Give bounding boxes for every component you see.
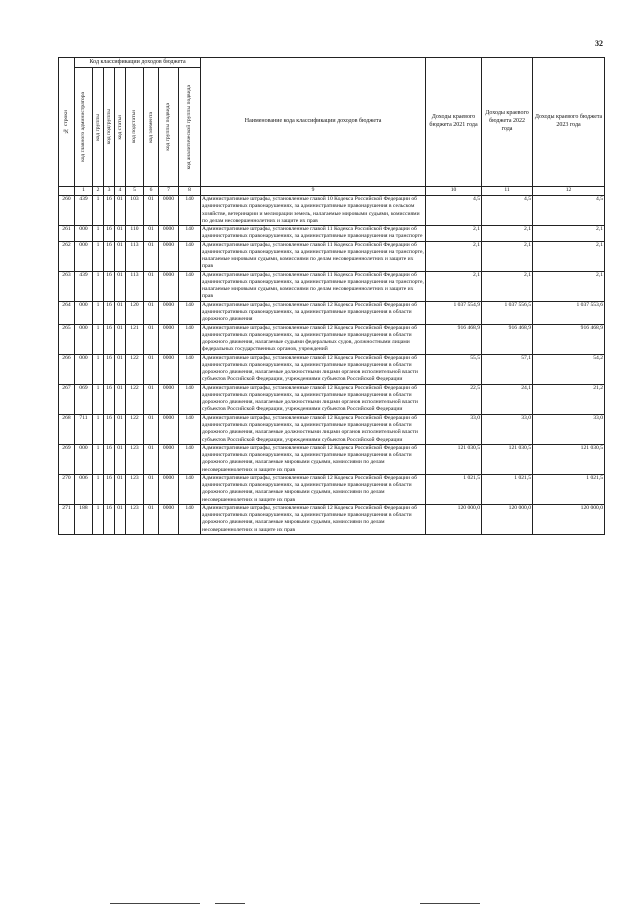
code-cell: 01 [115,241,126,271]
table-body [59,196,605,535]
code-cell: 1 [93,474,104,504]
code-group-col-header: код группы [93,68,104,187]
income-code-name: Административные штрафы, установленные главой 11 Кодекса Российской Федерации об административных правонарушениях, за административные правонарушения на транспорте, налагаемые мировыми судьями, комиссиями по делам несовершеннолетних и защите их прав [202,271,424,300]
column-number: 12 [533,187,605,196]
code-cell: 1 [93,226,104,242]
code-cell: 123 [126,504,144,534]
income-value-2021: 120 000,0 [426,504,482,534]
table-row [59,504,605,534]
code-cell: 123 [126,444,144,474]
code-group-header: Код классификации доходов бюджета [75,58,201,68]
income-code-name: Административные штрафы, установленные главой 12 Кодекса Российской Федерации об административных правонарушениях, за административные правонарушения в области дорожного движения [201,301,426,324]
code-cell: 0000 [159,196,179,226]
code-cell: 140 [179,271,201,301]
code-cell: 01 [144,196,159,226]
code-cell: 16 [104,444,115,474]
income-value-2023: 1 037 553,6 [533,301,605,324]
code-cell: 0000 [159,226,179,242]
code-cell: 01 [115,301,126,324]
footer-divider [215,903,245,904]
code-cell: 16 [104,271,115,301]
code-cell: 16 [104,196,115,226]
code-subarticle-header: код подстатьи [126,68,144,187]
code-cell: 01 [115,196,126,226]
code-cell: 01 [115,226,126,242]
code-cell: 188 [75,504,93,534]
code-cell: 16 [104,354,115,384]
code-cell: 0000 [159,301,179,324]
code-cell: 000 [75,226,93,242]
income-value-2021: 33,0 [426,414,482,444]
code-cell: 140 [179,301,201,324]
income-value-2023: 120 000,0 [533,504,605,534]
code-cell: 123 [126,474,144,504]
code-cell: 000 [75,354,93,384]
income-value-2022: 2,1 [482,241,533,271]
code-cell: 069 [75,384,93,414]
income-value-2022: 1 037 556,5 [482,301,533,324]
page-number: 32 [595,39,603,48]
income-value-2023: 2,1 [533,271,605,301]
code-cell: 1 [93,196,104,226]
column-number: 4 [115,187,126,196]
income-value-2021: 2,1 [426,241,482,271]
code-cell: 122 [126,384,144,414]
income-code-name: Административные штрафы, установленные главой 12 Кодекса Российской Федерации об административных правонарушениях, за административные правонарушения в области дорожного движения, налагаемые мировыми судьями, комиссиями по делам несовершеннолетних и защите их прав [201,474,426,504]
income-value-2023: 4,5 [533,196,605,226]
income-value-2021: 55,5 [426,354,482,384]
income-code-name: Административные штрафы, установленные главой 11 Кодекса Российской Федерации об административных правонарушениях, за административные правонарушения на транспорте, налагаемые мировыми судьями, комиссиями по делам несовершеннолетних и защите их прав [202,241,424,270]
code-cell: 01 [115,414,126,444]
table-row [59,226,605,242]
code-cell: 140 [179,384,201,414]
footer-divider [110,903,200,904]
income-value-2022: 57,1 [482,354,533,384]
row-number: 268 [59,414,75,444]
code-cell: 110 [126,226,144,242]
column-number: 5 [126,187,144,196]
code-element-header: код элемента [144,68,159,187]
code-cell: 0000 [159,444,179,474]
income-value-2021: 22,5 [426,384,482,414]
income-value-2022: 1 021,5 [482,474,533,504]
column-number-blank [59,187,75,196]
code-cell: 113 [126,241,144,271]
code-cell: 1 [93,444,104,474]
code-cell: 140 [179,414,201,444]
table-row [59,324,605,354]
table-row [59,414,605,444]
row-number: 262 [59,241,75,271]
code-cell: 1 [93,354,104,384]
income-code-name: Административные штрафы, установленные главой 12 Кодекса Российской Федерации об административных правонарушениях, за административные правонарушения в области дорожного движения, налагаемые должностными лицами органов исполнительной власти субъектов Российской Федерации, учреждениями субъектов Российской Федерации [201,354,426,384]
code-cell: 140 [179,444,201,474]
column-number: 3 [104,187,115,196]
code-cell: 01 [144,354,159,384]
income-value-2022: 2,1 [482,226,533,242]
income-value-2021: 4,5 [426,196,482,226]
row-number-header: № строки [59,58,75,187]
table-row [59,301,605,324]
income-value-2023: 33,0 [533,414,605,444]
code-cell: 01 [144,444,159,474]
income-value-2021: 1 021,5 [426,474,482,504]
code-cell: 140 [179,504,201,534]
income-value-2022: 120 000,0 [482,504,533,534]
income-code-name: Административные штрафы, установленные главой 12 Кодекса Российской Федерации об административных правонарушениях, за административные правонарушения в области дорожного движения, налагаемые судьями федеральных судов, должностными лицами федеральных государственных органов, учреждений [201,324,426,354]
code-cell: 01 [115,444,126,474]
code-cell: 16 [104,384,115,414]
row-number: 264 [59,301,75,324]
code-cell: 0000 [159,241,179,271]
code-cell: 16 [104,414,115,444]
name-column-header: Наименование кода классификации доходов бюджета [201,58,426,187]
code-cell: 006 [75,474,93,504]
code-cell: 1 [93,301,104,324]
code-cell: 113 [126,271,144,301]
income-value-2021: 2,1 [426,271,482,301]
column-number: 9 [201,187,426,196]
income-code-name: Административные штрафы, установленные главой 10 Кодекса Российской Федерации об административных правонарушениях, за административные правонарушения в сельском хозяйстве, ветеринарии и мелиорации земель, налагаемые мировыми судьями, комиссиями по делам несовершеннолетних и защите их прав [201,196,426,226]
income-value-2023: 54,2 [533,354,605,384]
income-value-2023: 1 021,5 [533,474,605,504]
code-cell: 01 [115,324,126,354]
row-number: 270 [59,474,75,504]
code-cell: 0000 [159,324,179,354]
code-cell: 1 [93,324,104,354]
code-cell: 01 [144,384,159,414]
table-row [59,241,605,271]
table-row [59,444,605,474]
year-2023-header: Доходы краевого бюджета 2023 года [533,58,605,187]
table-row [59,474,605,504]
income-value-2022: 121 030,5 [482,444,533,474]
row-number: 260 [59,196,75,226]
code-article-header: код статьи [115,68,126,187]
code-cell: 000 [75,241,93,271]
code-cell: 439 [75,196,93,226]
income-value-2023: 2,1 [533,241,605,271]
code-cell: 000 [75,324,93,354]
row-number: 267 [59,384,75,414]
income-value-2023: 21,2 [533,384,605,414]
code-cell: 140 [179,241,201,271]
code-cell: 140 [179,354,201,384]
code-cell: 103 [126,196,144,226]
code-cell: 000 [75,444,93,474]
column-number: 11 [482,187,533,196]
income-value-2021: 121 030,5 [426,444,482,474]
code-cell: 16 [104,324,115,354]
code-cell: 140 [179,474,201,504]
code-cell: 1 [93,504,104,534]
income-value-2022: 2,1 [482,271,533,301]
code-cell: 16 [104,474,115,504]
code-cell: 000 [75,301,93,324]
year-2022-header: Доходы краевого бюджета 2022 года [482,58,533,187]
income-value-2021: 916 468,9 [426,324,482,354]
code-cell: 16 [104,301,115,324]
income-code-name: Административные штрафы, установленные главой 12 Кодекса Российской Федерации об административных правонарушениях, за административные правонарушения в области дорожного движения, налагаемые должностными лицами органов исполнительной власти субъектов Российской Федерации, учреждениями субъектов Российской Федерации [201,414,426,444]
code-cell: 0000 [159,271,179,301]
code-cell: 0000 [159,414,179,444]
code-cell: 121 [126,324,144,354]
income-value-2022: 24,1 [482,384,533,414]
income-value-2022: 916 468,9 [482,324,533,354]
code-cell: 1 [93,241,104,271]
code-cell: 01 [144,474,159,504]
code-analytic-group-header: код аналитической группы подвида [179,68,201,187]
code-cell: 01 [115,271,126,301]
code-cell: 120 [126,301,144,324]
column-number: 1 [75,187,93,196]
income-code-name: Административные штрафы, установленные главой 12 Кодекса Российской Федерации об административных правонарушениях, за административные правонарушения в области дорожного движения, налагаемые должностными лицами органов исполнительной власти субъектов Российской Федерации, учреждениями субъектов Российской Федерации [201,384,426,414]
code-cell: 01 [115,504,126,534]
code-cell: 01 [144,504,159,534]
income-value-2022: 4,5 [482,196,533,226]
income-code-name: Административные штрафы, установленные главой 11 Кодекса Российской Федерации об административных правонарушениях, за административные правонарушения на транспорте [201,226,426,242]
code-cell: 01 [144,241,159,271]
code-cell: 01 [144,414,159,444]
income-value-2023: 121 030,5 [533,444,605,474]
column-number-row [59,187,605,196]
budget-income-table [58,57,605,535]
code-subgroup-header: код подгруппы [104,68,115,187]
row-number: 271 [59,504,75,534]
code-cell: 01 [144,301,159,324]
code-cell: 439 [75,271,93,301]
code-cell: 0000 [159,504,179,534]
code-cell: 1 [93,414,104,444]
code-cell: 0000 [159,474,179,504]
income-code-name: Административные штрафы, установленные главой 12 Кодекса Российской Федерации об административных правонарушениях, за административные правонарушения в области дорожного движения, налагаемые мировыми судьями, комиссиями по делам несовершеннолетних и защите их прав [201,504,426,534]
code-cell: 01 [144,324,159,354]
footer-divider [420,903,480,904]
row-number: 269 [59,444,75,474]
income-value-2023: 916 468,9 [533,324,605,354]
code-cell: 0000 [159,384,179,414]
code-cell: 0000 [159,354,179,384]
row-number: 263 [59,271,75,301]
code-cell: 711 [75,414,93,444]
year-2021-header: Доходы краевого бюджета 2021 года [426,58,482,187]
code-cell: 140 [179,196,201,226]
code-cell: 01 [144,226,159,242]
income-value-2021: 2,1 [426,226,482,242]
code-cell: 140 [179,324,201,354]
code-cell: 01 [115,384,126,414]
code-cell: 1 [93,384,104,414]
income-value-2021: 1 037 554,9 [426,301,482,324]
table-row [59,354,605,384]
income-value-2022: 33,0 [482,414,533,444]
table-row [59,384,605,414]
income-value-2023: 2,1 [533,226,605,242]
row-number: 265 [59,324,75,354]
income-code-name: Административные штрафы, установленные главой 12 Кодекса Российской Федерации об административных правонарушениях, за административные правонарушения в области дорожного движения, налагаемые мировыми судьями, комиссиями по делам несовершеннолетних и защите их прав [201,444,426,474]
code-cell: 122 [126,354,144,384]
code-cell: 16 [104,504,115,534]
code-cell: 16 [104,226,115,242]
table-row [59,271,605,301]
code-cell: 01 [144,271,159,301]
code-subtype-group-header: код группы подвида [159,68,179,187]
code-cell: 01 [115,474,126,504]
column-number: 8 [179,187,201,196]
table-row [59,196,605,226]
column-number: 2 [93,187,104,196]
code-cell: 01 [115,354,126,384]
row-number: 261 [59,226,75,242]
code-cell: 1 [93,271,104,301]
code-cell: 122 [126,414,144,444]
column-number: 10 [426,187,482,196]
code-admin-header: код главного администратора [75,68,93,187]
column-number: 7 [159,187,179,196]
column-number: 6 [144,187,159,196]
code-cell: 140 [179,226,201,242]
code-cell: 16 [104,241,115,271]
row-number: 266 [59,354,75,384]
